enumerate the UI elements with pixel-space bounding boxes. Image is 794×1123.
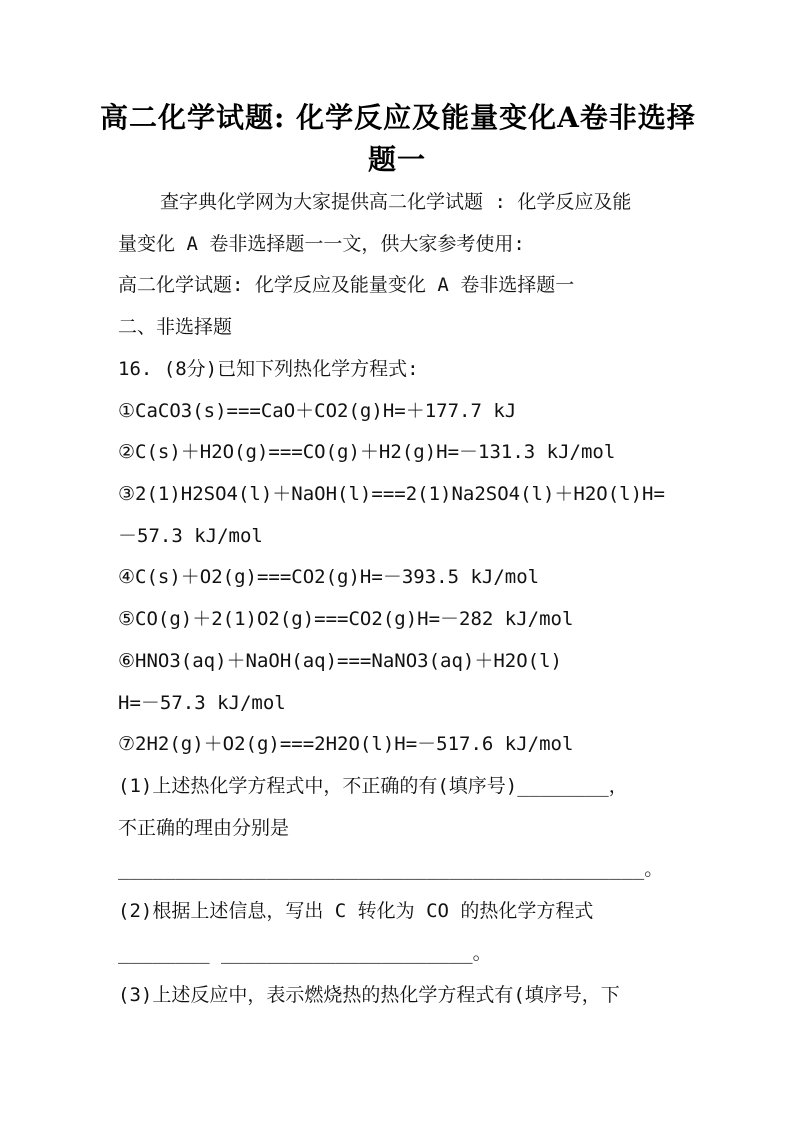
equation-5: ⑤CO(g)＋2(1)O2(g)===CO2(g)H=－282 kJ/mol	[118, 608, 574, 630]
equation-7: ⑦2H2(g)＋O2(g)===2H2O(l)H=－517.6 kJ/mol	[118, 733, 574, 755]
question-3-line-1: (3)上述反应中，表示燃烧热的热化学方程式有(填序号，下	[118, 984, 620, 1006]
equation-4: ④C(s)＋O2(g)===CO2(g)H=－393.5 kJ/mol	[118, 566, 540, 588]
section-heading: 二、非选择题	[118, 316, 233, 338]
document-title-line-2: 题一	[367, 143, 426, 176]
intro-paragraph-line-2: 量变化 A 卷非选择题一一文，供大家参考使用:	[118, 233, 525, 255]
question-16-header: 16. (8分)已知下列热化学方程式:	[118, 358, 419, 380]
question-1-line-1: (1)上述热化学方程式中，不正确的有(填序号)________，	[118, 775, 628, 797]
question-1-line-2: 不正确的理由分别是	[118, 817, 290, 839]
question-1-answer-blank: ______________________________________________。	[118, 858, 664, 880]
question-2-answer-blank: ________ ______________________。	[118, 942, 492, 964]
subtitle-line: 高二化学试题: 化学反应及能量变化 A 卷非选择题一	[118, 274, 575, 296]
equation-6: ⑥HNO3(aq)＋NaOH(aq)===NaNO3(aq)＋H2O(l)	[118, 650, 562, 672]
intro-paragraph-line-1: 查字典化学网为大家提供高二化学试题 : 化学反应及能	[160, 191, 632, 213]
equation-6-continued: H=－57.3 kJ/mol	[118, 692, 286, 714]
equation-3: ③2(1)H2SO4(l)＋NaOH(l)===2(1)Na2SO4(l)＋H2O(l)H=	[118, 483, 665, 505]
equation-1: ①CaCO3(s)===CaO＋CO2(g)H=＋177.7 kJ	[118, 400, 517, 422]
equation-3-continued: －57.3 kJ/mol	[118, 525, 263, 547]
question-2-line-1: (2)根据上述信息，写出 C 转化为 CO 的热化学方程式	[118, 900, 594, 922]
equation-2: ②C(s)＋H2O(g)===CO(g)＋H2(g)H=－131.3 kJ/mol	[118, 441, 616, 463]
document-title-line-1: 高二化学试题: 化学反应及能量变化A卷非选择	[100, 101, 696, 134]
